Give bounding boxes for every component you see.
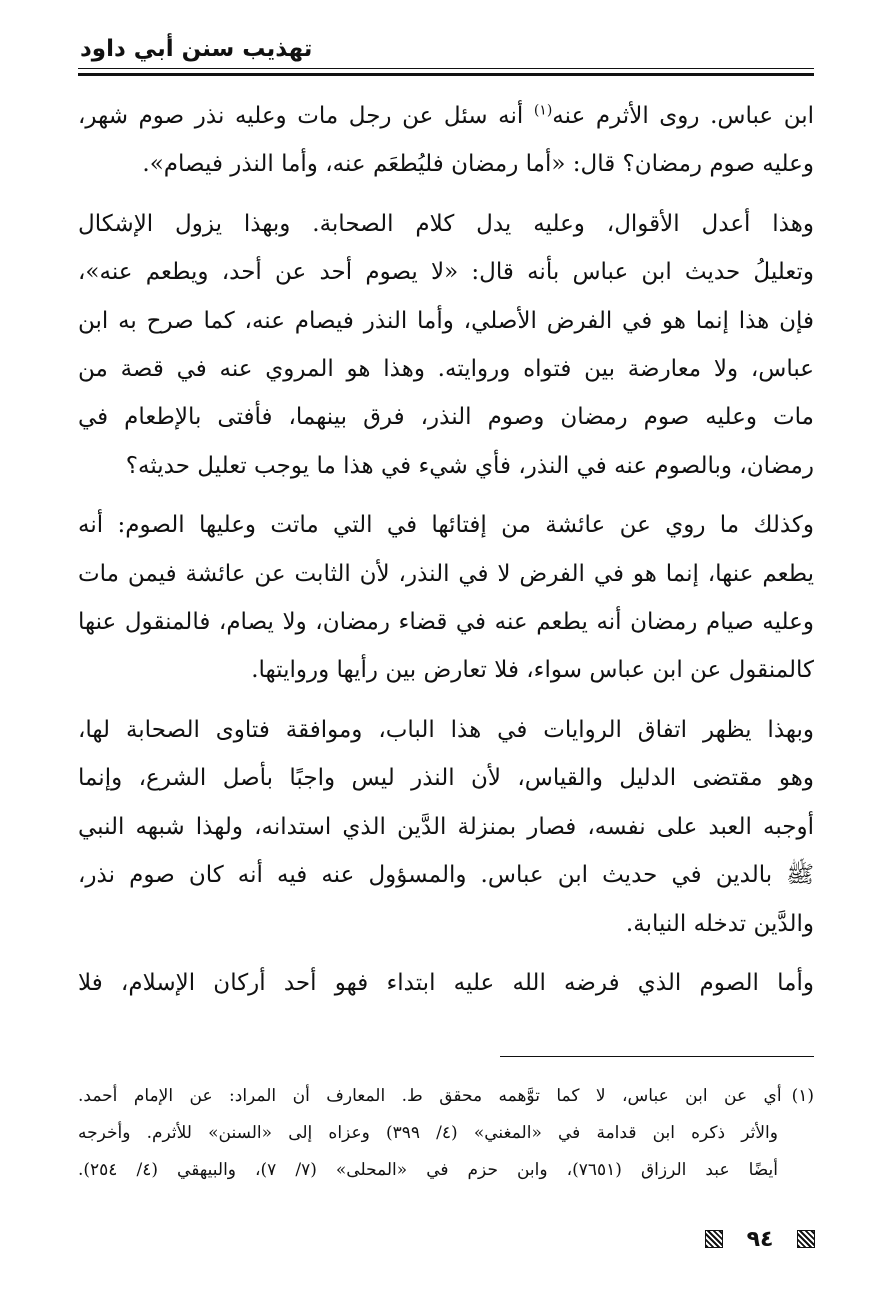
footnote-line: والأثر ذكره ابن قدامة في «المغني» (٤/ ٣٩٩) وعزاه إلى «السنن» للأثرم. وأخرجه: [78, 1123, 778, 1143]
text-line: وعليه صيام رمضان أنه يطعم عنه في قضاء رمضان، ولا يصام، فالمنقول عنها: [78, 609, 814, 636]
text-line: [78, 92, 814, 140]
square-ornament-icon: [705, 1230, 723, 1248]
paragraph-1: [78, 92, 814, 189]
text-line: مات وعليه صوم رمضان وصوم النذر، فرق بينهما، فأفتى بالإطعام في: [78, 404, 814, 431]
footnote-separator: [500, 1056, 814, 1057]
text-line: وأما الصوم الذي فرضه الله عليه ابتداء فهو أحد أركان الإسلام، فلا: [78, 969, 814, 996]
footnote-text: أي عن ابن عباس، لا كما توَّهمه محقق ط. المعارف أن المراد: عن الإمام أحمد.: [78, 1086, 782, 1106]
text-line: يطعم عنها، إنما هو في الفرض لا في النذر، لأن الثابت عن عائشة فيمن مات: [78, 560, 814, 587]
text-line: كالمنقول عن ابن عباس سواء، فلا تعارض بين رأيها وروايتها.: [251, 657, 814, 684]
paragraph-3: [78, 501, 814, 695]
text-line: وبهذا يظهر اتفاق الروايات في هذا الباب، وموافقة فتاوى الصحابة لها،: [78, 716, 814, 743]
paragraph-5: [78, 959, 814, 1007]
footnote: [78, 1078, 814, 1189]
paragraph-2: [78, 200, 814, 490]
paragraph-4: [78, 706, 814, 948]
running-header-title: تهذيب سنن أبي داود: [80, 36, 313, 62]
text-line: وتعليلُ حديث ابن عباس بأنه قال: «لا يصوم أحد عن أحد، ويطعم عنه»،: [78, 259, 814, 286]
text-line: أوجبه العبد على نفسه، فصار بمنزلة الدَّين الذي استدانه، ولهذا شبهه النبي: [78, 813, 814, 840]
header-rule-thick: [78, 73, 814, 76]
footnote-line: [78, 1078, 814, 1115]
text-fragment: ابن عباس. روى الأثرم عنه: [552, 103, 815, 129]
footnote-number: (١): [791, 1086, 814, 1106]
text-line: وكذلك ما روي عن عائشة من إفتائها في التي ماتت وعليها الصوم: أنه: [78, 512, 814, 539]
page-number-row: [705, 1224, 815, 1254]
square-ornament-icon: [797, 1230, 815, 1248]
header-rule-thin: [78, 68, 814, 69]
text-line: وهو مقتضى الدليل والقياس، لأن النذر ليس واجبًا بأصل الشرع، وإنما: [78, 765, 814, 792]
text-line: وهذا أعدل الأقوال، وعليه يدل كلام الصحابة. وبهذا يزول الإشكال: [78, 210, 814, 237]
text-line: رمضان، وبالصوم عنه في النذر، فأي شيء في هذا ما يوجب تعليل حديثه؟: [125, 452, 814, 479]
text-line: فإن هذا إنما هو في الفرض الأصلي، وأما النذر فيصام عنه، كما صرح به ابن: [78, 307, 814, 334]
text-fragment: أنه سئل عن رجل مات وعليه نذر صوم شهر،: [78, 103, 524, 129]
main-text: [78, 92, 814, 1018]
text-line: عباس، ولا معارضة بين فتواه وروايته. وهذا هو المروي عنه في قصة من: [78, 356, 814, 383]
footnote-line: أيضًا عبد الرزاق (٧٦٥١)، وابن حزم في «المحلى» (٧/ ٧)، والبيهقي (٤/ ٢٥٤).: [78, 1160, 778, 1180]
text-line: ﷺ بالدين في حديث ابن عباس. والمسؤول عنه فيه أنه كان صوم نذر،: [78, 862, 814, 889]
text-line: والدَّين تدخله النيابة.: [625, 910, 814, 937]
page-number: ٩٤: [746, 1226, 774, 1252]
footnote-marker: (١): [533, 102, 553, 119]
text-line: وعليه صوم رمضان؟ قال: «أما رمضان فليُطعَم عنه، وأما النذر فيصام».: [142, 151, 814, 178]
